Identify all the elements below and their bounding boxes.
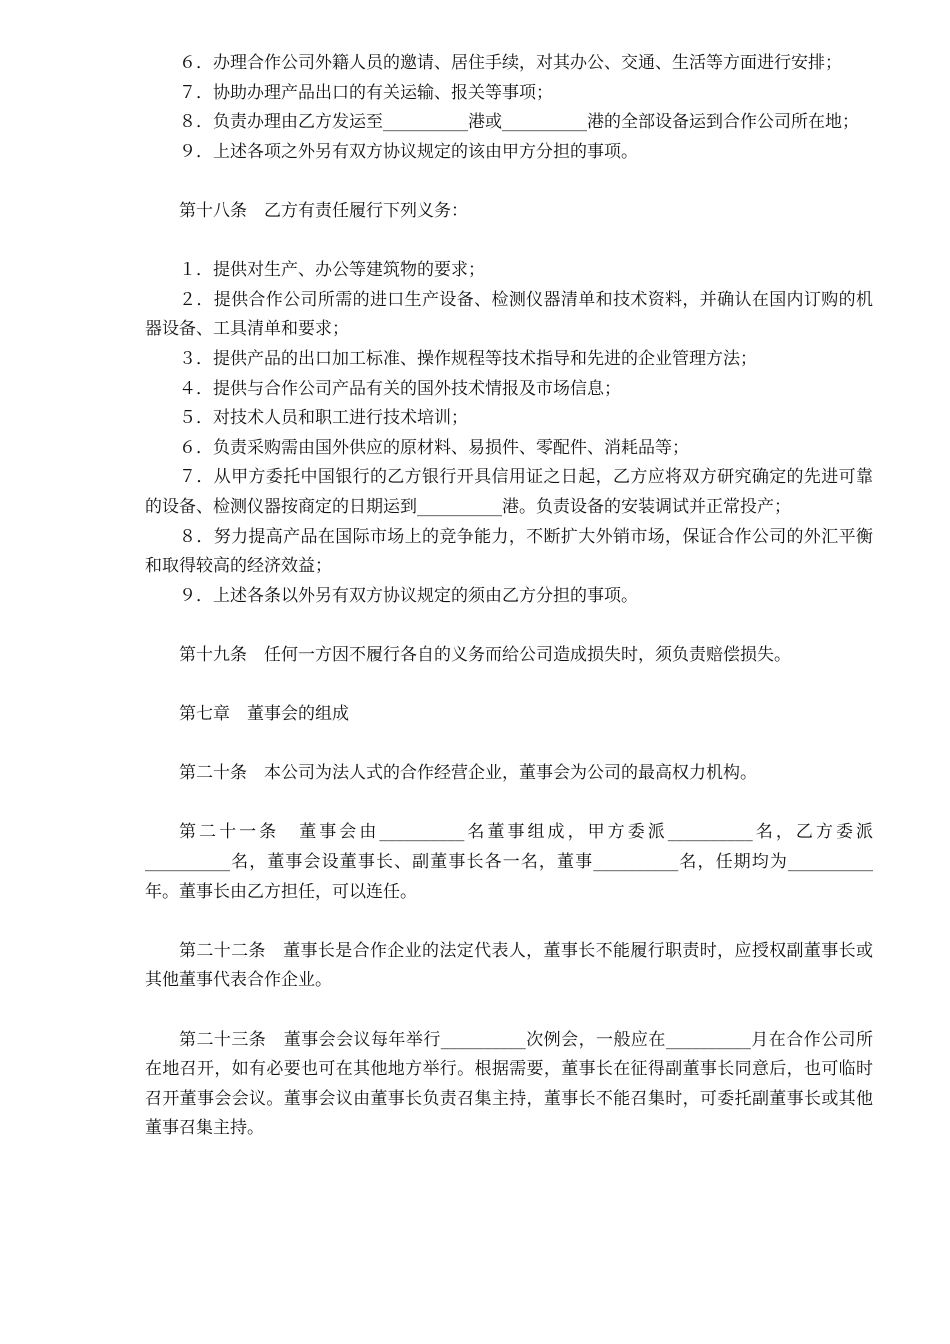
chapter-7-heading: 第七章 董事会的组成	[179, 704, 349, 725]
paragraph-item-9: ９．上述各项之外另有双方协议规定的该由甲方分担的事项。	[179, 141, 638, 162]
spacer	[145, 730, 873, 760]
spacer	[145, 227, 873, 257]
obligation-item-8: ８．努力提高产品在国际市场上的竞争能力，不断扩大外销市场，保证合作公司的外汇平衡和取得较高的经济效益；	[145, 526, 873, 577]
article-20: 第二十条 本公司为法人式的合作经营企业，董事会为公司的最高权力机构。	[179, 763, 757, 784]
article-19: 第十九条 任何一方因不履行各自的义务而给公司造成损失时，须负责赔偿损失。	[179, 644, 791, 665]
document-page	[145, 49, 873, 1144]
article-23: 第二十三条 董事会会议每年举行__________次例会，一般应在__________月在合作公司所在地召开，如有必要也可在其他地方举行。根据需要，董事长在征得副董事长同意后，也可临时召开董事会会议。董事会议由董事长负责召集主持，董事长不能召集时，可委托副董事长或其他董事召集主持。	[145, 1029, 873, 1139]
spacer	[145, 611, 873, 641]
paragraph-item-8: ８．负责办理由乙方发运至__________港或__________港的全部设备运到合作公司所在地；	[179, 112, 859, 133]
obligation-item-5: ５．对技术人员和职工进行技术培训；	[179, 408, 468, 429]
paragraph-item-7: ７．协助办理产品出口的有关运输、报关等事项；	[179, 82, 553, 103]
spacer	[145, 907, 873, 937]
obligation-item-3: ３．提供产品的出口加工标准、操作规程等技术指导和先进的企业管理方法；	[179, 348, 757, 369]
article-22: 第二十二条 董事长是合作企业的法定代表人，董事长不能履行职责时，应授权副董事长或其他董事代表合作企业。	[145, 940, 873, 991]
paragraph-item-6: ６．办理合作公司外籍人员的邀请、居住手续，对其办公、交通、生活等方面进行安排；	[179, 53, 842, 73]
obligation-item-9: ９．上述各条以外另有双方协议规定的须由乙方分担的事项。	[179, 585, 638, 606]
obligation-item-2: ２．提供合作公司所需的进口生产设备、检测仪器清单和技术资料，并确认在国内订购的机器设备、工具清单和要求；	[145, 289, 873, 340]
obligation-item-6: ６．负责采购需由国外供应的原材料、易损件、零配件、消耗品等；	[179, 437, 689, 458]
obligation-item-1: １．提供对生产、办公等建筑物的要求；	[179, 260, 485, 281]
spacer	[145, 996, 873, 1026]
spacer	[145, 670, 873, 700]
spacer	[145, 789, 873, 819]
spacer	[145, 167, 873, 197]
obligation-item-4: ４．提供与合作公司产品有关的国外技术情报及市场信息；	[179, 378, 621, 399]
article-18-heading: 第十八条 乙方有责任履行下列义务：	[179, 200, 468, 221]
obligation-item-7: ７．从甲方委托中国银行的乙方银行开具信用证之日起，乙方应将双方研究确定的先进可靠的设备、检测仪器按商定的日期运到__________港。负责设备的安装调试并正常投产；	[145, 467, 873, 517]
article-21: 第二十一条 董事会由__________名董事组成，甲方委派__________名，乙方委派__________名，董事会设董事长、副董事长各一名，董事__________名，任期均为__________年。董事长由乙方担任，可以连任。	[145, 822, 873, 902]
